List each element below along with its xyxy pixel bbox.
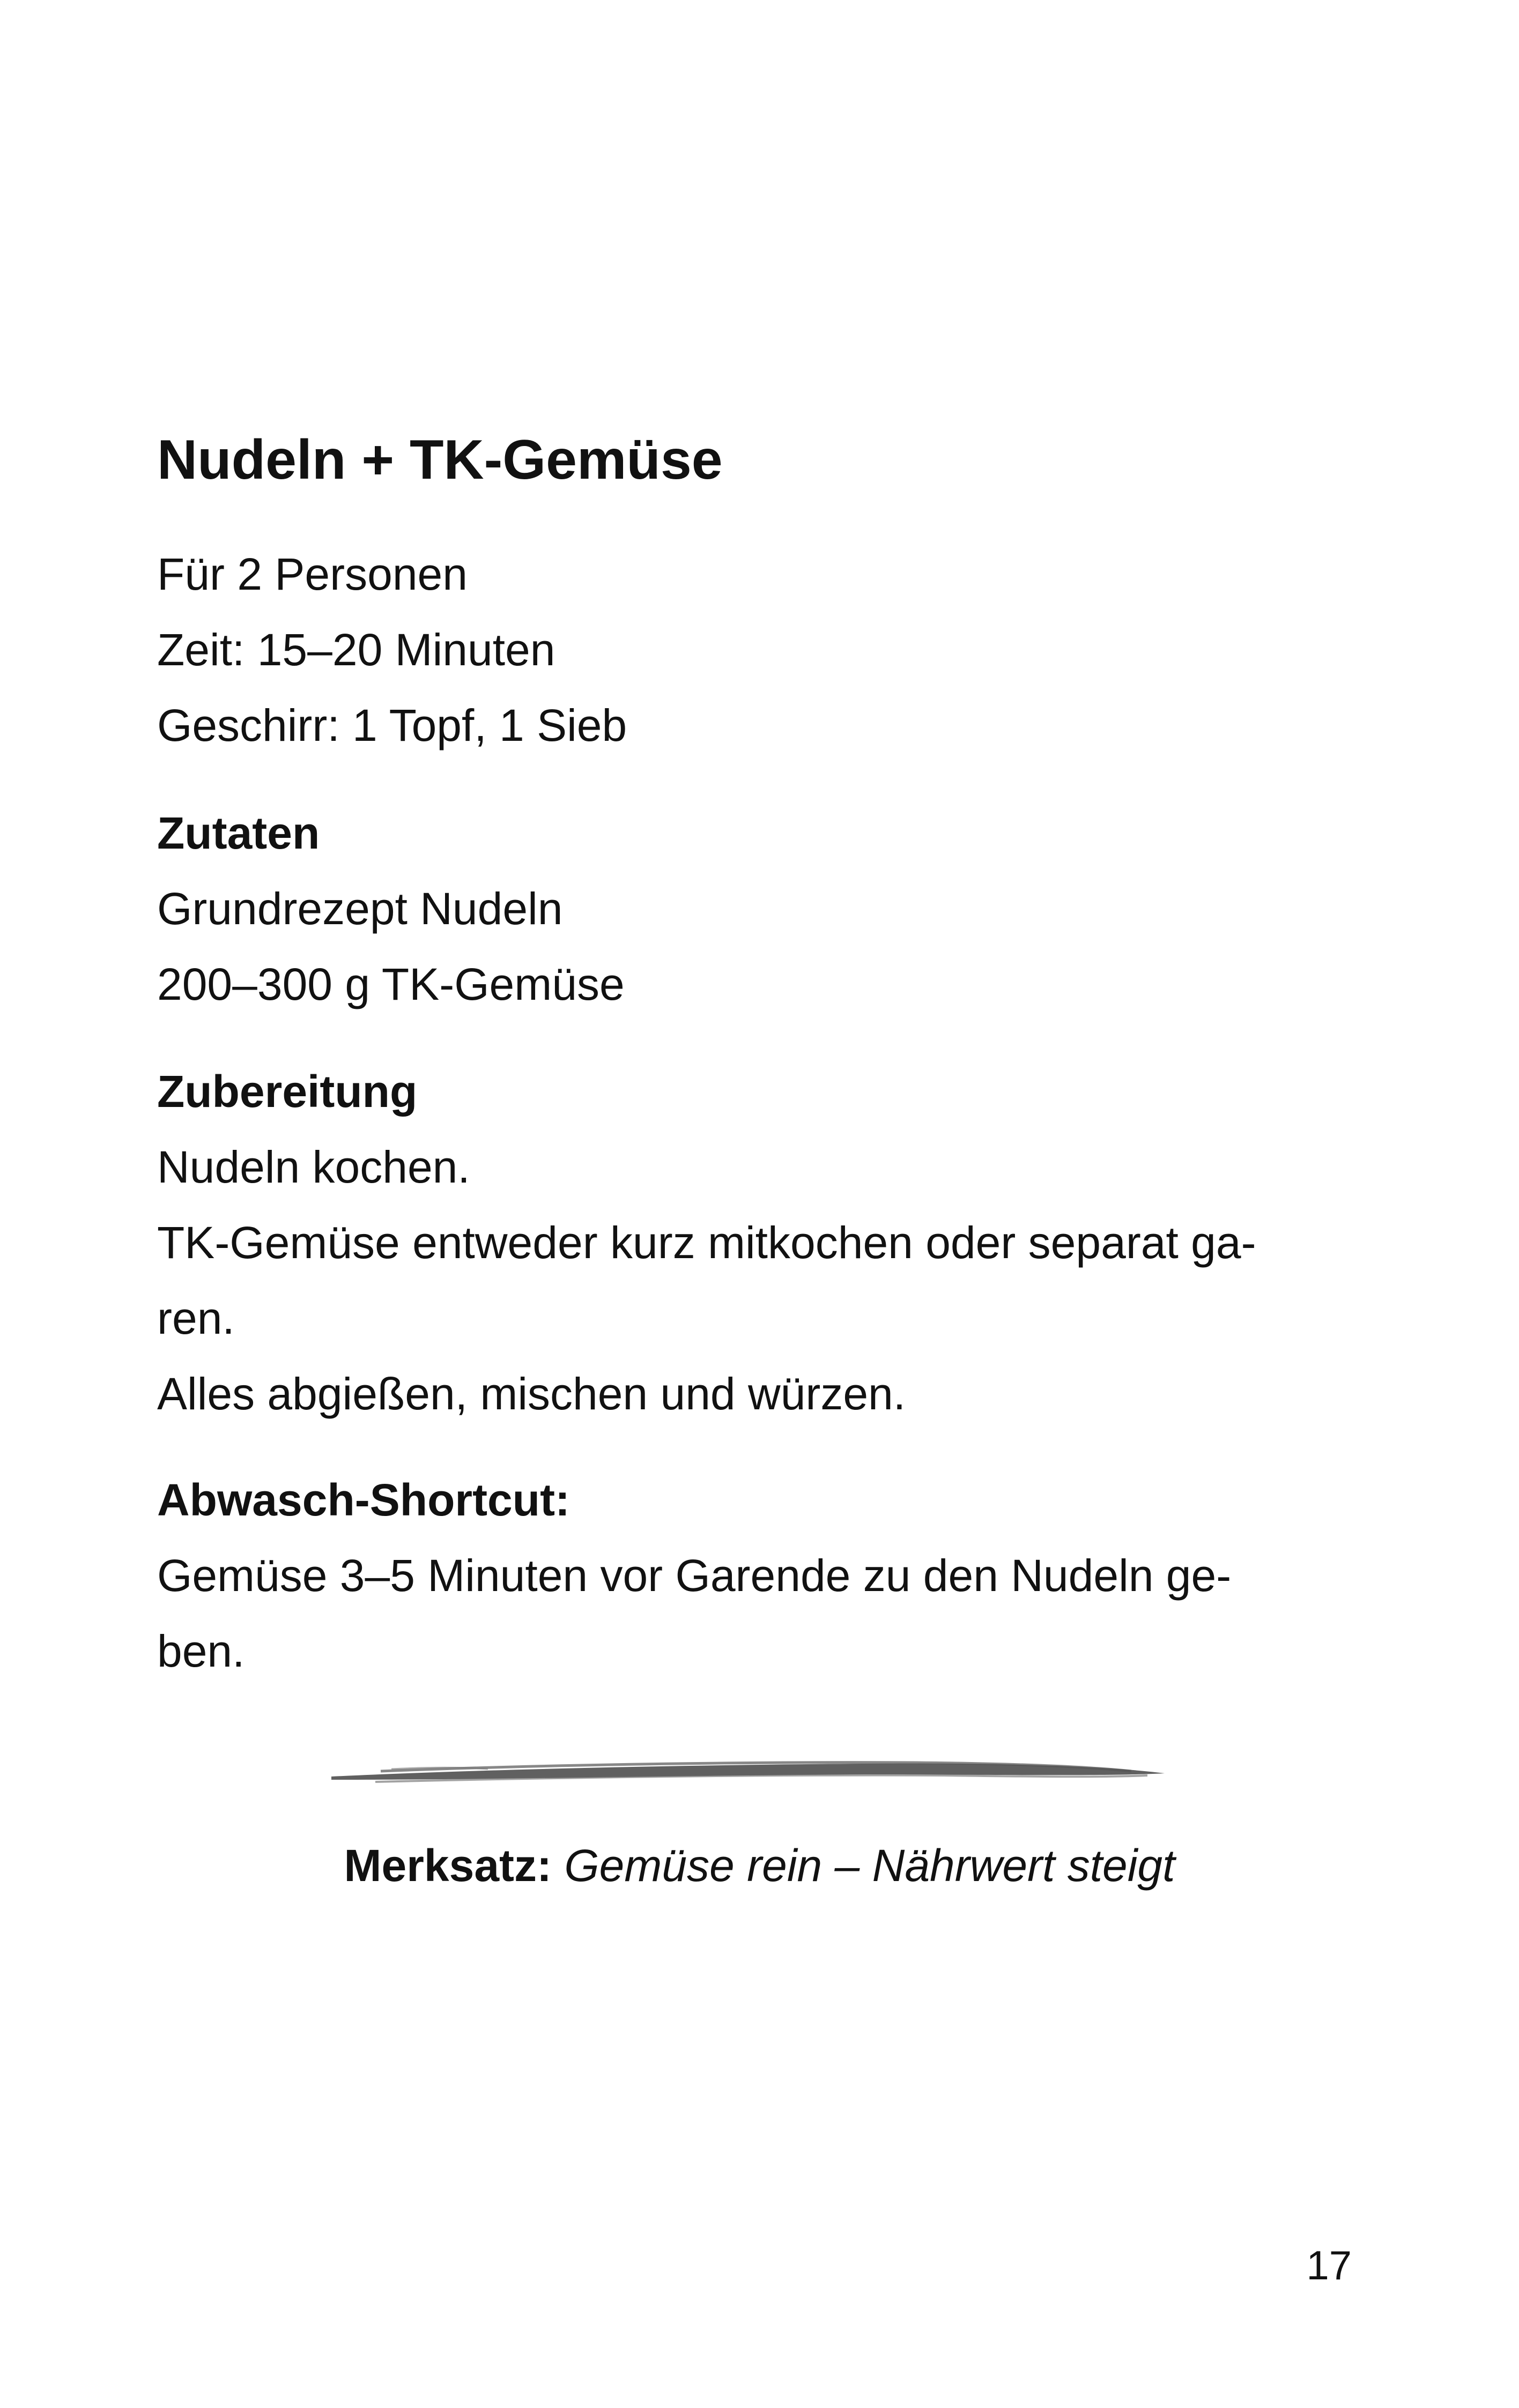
ingredient-item: 200–300 g TK-Gemüse	[157, 959, 625, 1009]
brush-stroke-divider	[327, 1753, 1169, 1790]
ingredient-item: Grundrezept Nudeln	[157, 883, 563, 934]
shortcut-heading: Abwasch-Shortcut:	[157, 1475, 570, 1525]
merksatz-label: Merksatz:	[344, 1840, 552, 1891]
preparation-line: ren.	[157, 1293, 235, 1343]
merksatz	[0, 1831, 1519, 1900]
equipment-text: Geschirr: 1 Topf, 1 Sieb	[157, 700, 627, 750]
ingredients-heading: Zutaten	[157, 808, 320, 858]
merksatz-text: Gemüse rein – Nährwert steigt	[564, 1840, 1175, 1891]
shortcut-line: Gemüse 3–5 Minuten vor Garende zu den Nudeln ge-	[157, 1550, 1232, 1601]
preparation-line: Alles abgießen, mischen und würzen.	[157, 1369, 906, 1419]
preparation-heading: Zubereitung	[157, 1066, 418, 1117]
shortcut-section	[157, 1462, 1364, 1689]
recipe-title: Nudeln + TK-Gemüse	[157, 429, 723, 491]
preparation-section	[157, 1054, 1364, 1432]
page-number: 17	[1306, 2243, 1352, 2288]
ingredients-section	[157, 796, 1364, 1022]
recipe-meta	[157, 537, 1364, 763]
time-text: Zeit: 15–20 Minuten	[157, 625, 555, 675]
preparation-line: Nudeln kochen.	[157, 1142, 470, 1192]
servings-text: Für 2 Personen	[157, 549, 468, 599]
preparation-line: TK-Gemüse entweder kurz mitkochen oder separat ga-	[157, 1217, 1256, 1268]
shortcut-line: ben.	[157, 1626, 245, 1676]
